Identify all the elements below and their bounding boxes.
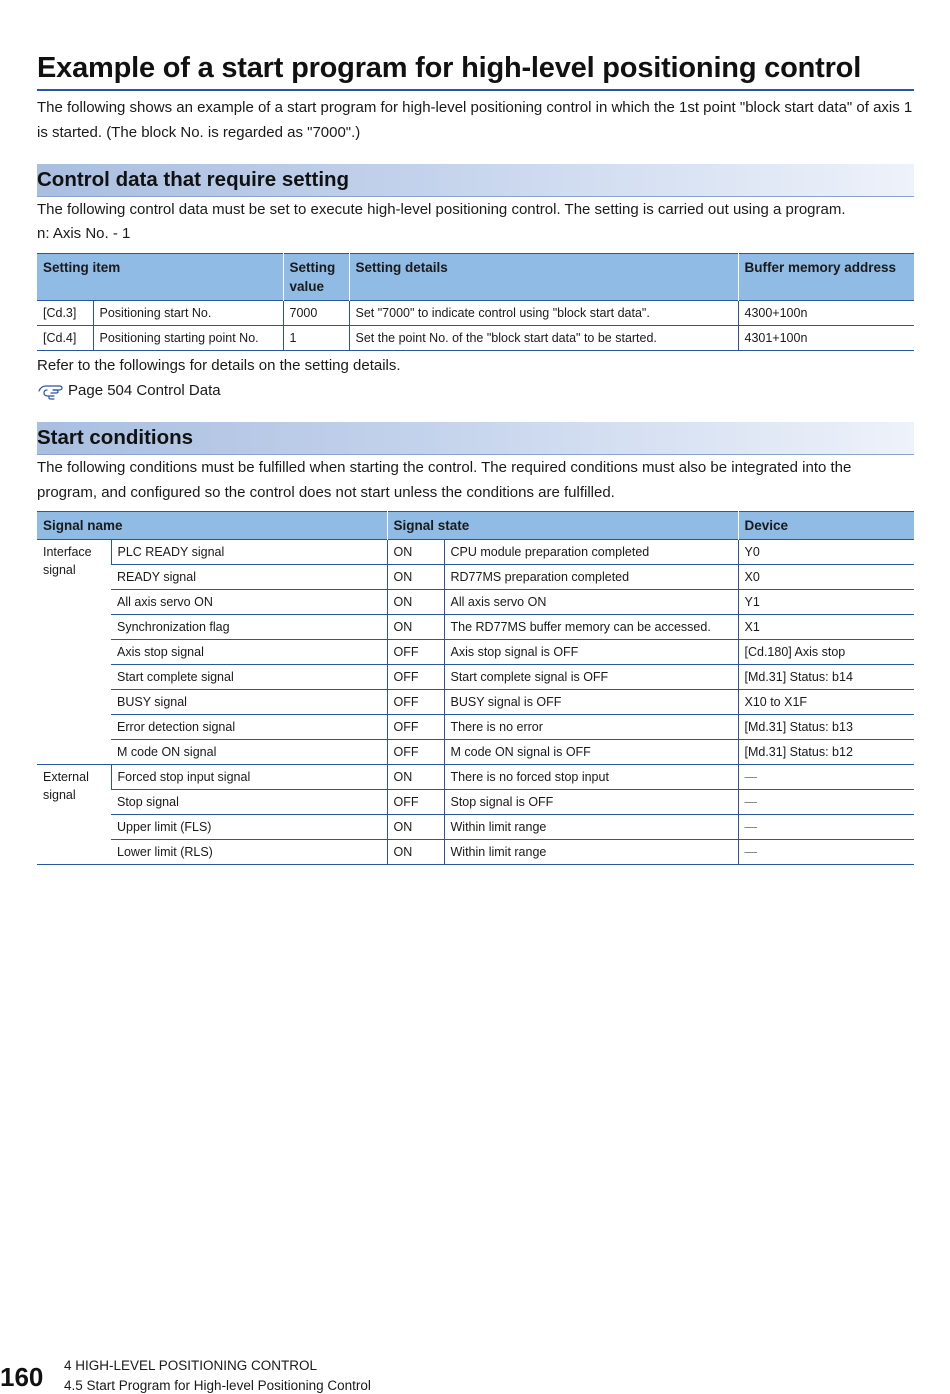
signal-description: Axis stop signal is OFF (444, 640, 738, 665)
section-header-start-conditions (37, 422, 914, 455)
signal-state: ON (387, 540, 444, 565)
signal-description: The RD77MS buffer memory can be accessed. (444, 615, 738, 640)
signal-name: Lower limit (RLS) (111, 840, 387, 865)
device: X1 (738, 615, 914, 640)
signal-description: RD77MS preparation completed (444, 565, 738, 590)
header-setting-details: Setting details (349, 254, 738, 301)
refer-text: Refer to the followings for details on the setting details. (37, 357, 401, 374)
signal-description: All axis servo ON (444, 590, 738, 615)
signal-description: BUSY signal is OFF (444, 690, 738, 715)
table-row (37, 590, 914, 615)
device: — (738, 840, 914, 865)
buffer-address: 4301+100n (738, 326, 914, 351)
header-setting-value: Setting value (283, 254, 349, 301)
header-signal-state: Signal state (387, 512, 738, 540)
signal-name: READY signal (111, 565, 387, 590)
device: Y0 (738, 540, 914, 565)
header-setting-item: Setting item (37, 254, 283, 301)
signal-name: Error detection signal (111, 715, 387, 740)
setting-details: Set "7000" to indicate control using "block start data". (349, 301, 738, 326)
signal-state: ON (387, 815, 444, 840)
setting-value: 1 (283, 326, 349, 351)
signal-name: Synchronization flag (111, 615, 387, 640)
device: — (738, 765, 914, 790)
section-header-control-data (37, 164, 914, 197)
page-title: Example of a start program for high-level positioning control (37, 52, 862, 84)
signal-name: M code ON signal (111, 740, 387, 765)
device: Y1 (738, 590, 914, 615)
signal-state: ON (387, 840, 444, 865)
table-row (37, 740, 914, 765)
signal-state: ON (387, 615, 444, 640)
signal-state: ON (387, 590, 444, 615)
device: [Cd.180] Axis stop (738, 640, 914, 665)
footer-section: 4.5 Start Program for High-level Positioning Control (64, 1378, 371, 1393)
table-row (37, 301, 914, 326)
table-row (37, 640, 914, 665)
title-rule (37, 89, 914, 91)
signal-name: Upper limit (FLS) (111, 815, 387, 840)
signal-state: ON (387, 565, 444, 590)
table-row (37, 765, 914, 790)
table-row (37, 615, 914, 640)
device: — (738, 790, 914, 815)
header-buffer-address: Buffer memory address (738, 254, 914, 301)
section-heading: Start conditions (37, 426, 194, 449)
signal-state: OFF (387, 690, 444, 715)
signal-state: OFF (387, 715, 444, 740)
signal-name: Forced stop input signal (111, 765, 387, 790)
table-row (37, 840, 914, 865)
table-row (37, 690, 914, 715)
table-row (37, 815, 914, 840)
signal-name: Start complete signal (111, 665, 387, 690)
signal-name: BUSY signal (111, 690, 387, 715)
device: X0 (738, 565, 914, 590)
signal-group-label: Interface signal (37, 540, 111, 765)
device: — (738, 815, 914, 840)
control-data-table (37, 253, 914, 351)
page-number: 160 (0, 1362, 44, 1392)
table-row (37, 326, 914, 351)
header-signal-name: Signal name (37, 512, 387, 540)
signal-state: OFF (387, 740, 444, 765)
signal-description: There is no forced stop input (444, 765, 738, 790)
intro-paragraph: The following shows an example of a start program for high-level positioning control in which the 1st point "block start data" of axis 1 is started. (The block No. is regarded as "7000".) (37, 99, 913, 141)
signal-name: All axis servo ON (111, 590, 387, 615)
section1-intro: The following control data must be set to execute high-level positioning control. The setting is carried out using a program. (37, 201, 846, 218)
signal-group-label: External signal (37, 765, 111, 865)
signal-description: Stop signal is OFF (444, 790, 738, 815)
device: [Md.31] Status: b14 (738, 665, 914, 690)
signal-description: Start complete signal is OFF (444, 665, 738, 690)
table-row (37, 790, 914, 815)
start-conditions-table (37, 511, 914, 865)
pointing-hand-icon (37, 382, 67, 400)
setting-code: [Cd.4] (37, 326, 93, 351)
signal-state: OFF (387, 790, 444, 815)
signal-state: OFF (387, 665, 444, 690)
table-row (37, 565, 914, 590)
buffer-address: 4300+100n (738, 301, 914, 326)
device: [Md.31] Status: b13 (738, 715, 914, 740)
section2-intro: The following conditions must be fulfilled when starting the control. The required conditions must also be integrated into the program, and configured so the control does not start unless the conditions are fulfilled. (37, 459, 852, 501)
setting-item: Positioning starting point No. (93, 326, 283, 351)
signal-state: OFF (387, 640, 444, 665)
signal-description: M code ON signal is OFF (444, 740, 738, 765)
signal-description: There is no error (444, 715, 738, 740)
header-device: Device (738, 512, 914, 540)
signal-description: Within limit range (444, 840, 738, 865)
reference-link-text[interactable]: Page 504 Control Data (68, 382, 221, 399)
section-heading: Control data that require setting (37, 168, 350, 191)
setting-code: [Cd.3] (37, 301, 93, 326)
signal-name: Stop signal (111, 790, 387, 815)
axis-note: n: Axis No. - 1 (37, 225, 131, 242)
reference-link[interactable] (37, 380, 221, 402)
table-row (37, 665, 914, 690)
setting-details: Set the point No. of the "block start data" to be started. (349, 326, 738, 351)
device: X10 to X1F (738, 690, 914, 715)
signal-description: CPU module preparation completed (444, 540, 738, 565)
signal-state: ON (387, 765, 444, 790)
signal-description: Within limit range (444, 815, 738, 840)
device: [Md.31] Status: b12 (738, 740, 914, 765)
table-row (37, 715, 914, 740)
footer-chapter: 4 HIGH-LEVEL POSITIONING CONTROL (64, 1358, 318, 1373)
setting-value: 7000 (283, 301, 349, 326)
signal-name: Axis stop signal (111, 640, 387, 665)
setting-item: Positioning start No. (93, 301, 283, 326)
table-row (37, 540, 914, 565)
signal-name: PLC READY signal (111, 540, 387, 565)
